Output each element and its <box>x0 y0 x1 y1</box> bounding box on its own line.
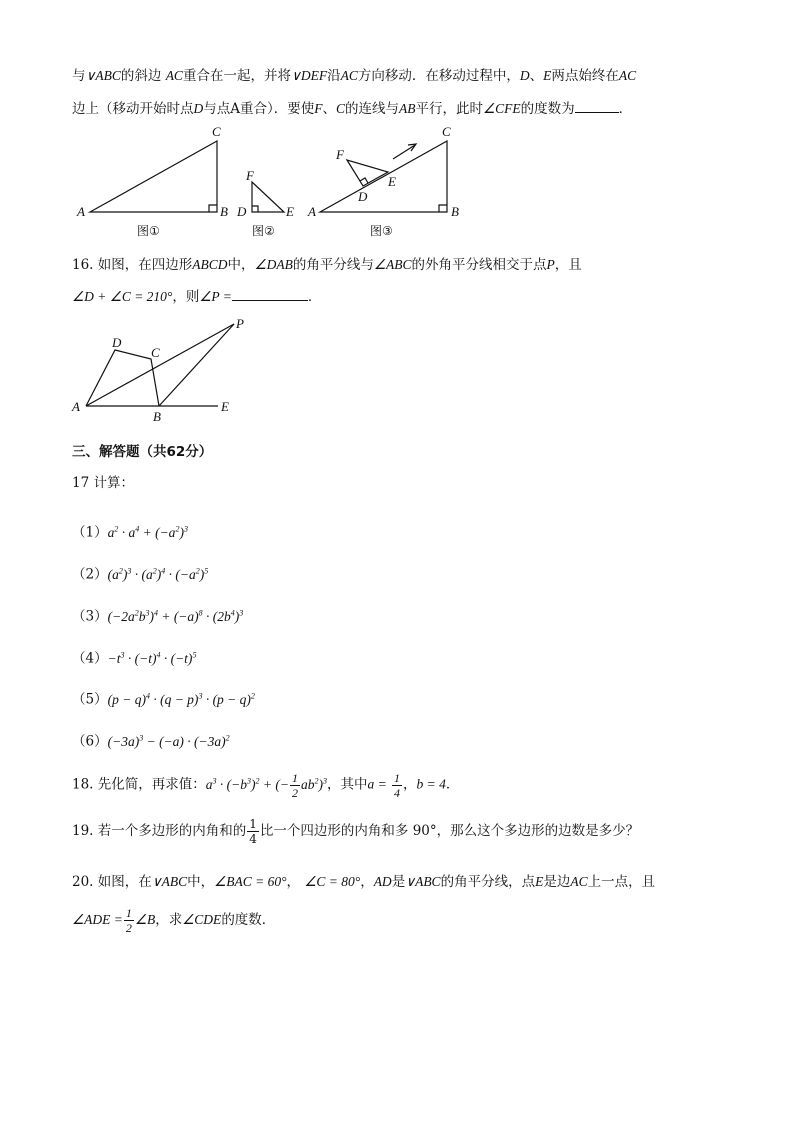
q17-item-5: $(5)(p - q)^4 \cdot (q - p)^3 \cdot (p - q)^2$ <box>72 691 255 708</box>
fig2-label-e: E <box>286 204 294 219</box>
q16-label-p: P <box>236 316 244 331</box>
q20-line2: ∠ADE = $\frac{1}{2}$ ∠B，求∠CDE的度数． <box>72 906 276 935</box>
q18-line: 18. 先化简，再求值：$a^3 \cdot (-b^3)^2$ + (− $\frac{1}{2}$ $ab^2)^3$，其中a = $\frac{1}{4}$ ，b = 4． <box>72 770 460 800</box>
figure-2-triangle-def <box>252 182 284 212</box>
q16-label-b: B <box>153 409 161 424</box>
q17-item-3: $(3)(-2a^2b^3)^4 + (-a)^8 \cdot (2b^4)^3$ <box>72 608 244 625</box>
fig3-label-c: C <box>442 124 451 139</box>
q16-line1: 16. 如图，在四边形ABCD中，∠DAB的角平分线与∠ABC的外角平分线相交于点P，且 <box>72 257 582 273</box>
fig2-label-d: D <box>237 204 247 219</box>
q16-line2: ∠D + ∠C = 210°，则∠P = ． <box>72 286 321 307</box>
q17-item-6: $(6)(-3a)^3 - (-a) \cdot (-3a)^2$ <box>72 733 230 750</box>
fig1-label-b: B <box>220 204 228 219</box>
q15-line1: 与∨ABC的斜边 AC重合在一起，并将∨DEF沿AC方向移动．在移动过程中，D、E两点始终在AC <box>72 68 637 84</box>
q17-item-2: $(2)(a^2)^3 \cdot (a^2)^4 \cdot (-a^2)^5$ <box>72 566 209 583</box>
fig2-label-f: F <box>246 168 254 183</box>
fig3-caption: 图③ <box>370 224 393 238</box>
fig3-label-d: D <box>358 189 368 204</box>
fig1-caption: 图① <box>137 224 160 238</box>
q20-line1: 20. 如图，在∨ABC中，∠BAC = 60°， ∠C = 80°，AD是∨ABC的角平分线，点E是边AC上一点，且 <box>72 874 656 890</box>
fig2-caption: 图② <box>252 224 275 238</box>
answer-blank-16 <box>232 286 308 301</box>
fig3-label-f: F <box>336 147 344 162</box>
fig3-label-a: A <box>308 204 316 219</box>
q19-line: 19. 若一个多边形的内角和的 $\frac{1}{4}$ 比一个四边形的内角和多 90°，那么这个多边形的边数是多少？ <box>72 817 640 846</box>
fig3-label-b: B <box>451 204 459 219</box>
q17-item-4: $(4)-t^3 \cdot (-t)^4 \cdot (-t)^5$ <box>72 650 197 667</box>
q16-figure <box>68 315 268 425</box>
q17-item-1: $(1)a^2 \cdot a^4 + (-a^2)^3$ <box>72 524 188 541</box>
q15-figures <box>70 122 470 242</box>
fig3-label-e: E <box>388 174 396 189</box>
fig1-label-c: C <box>212 124 221 139</box>
section-3-title: 三、解答题（共62分） <box>72 444 213 460</box>
q16-label-c: C <box>151 345 160 360</box>
answer-blank-15 <box>575 98 619 113</box>
q16-label-d: D <box>112 335 122 350</box>
q17-intro: 17 计算： <box>72 475 134 491</box>
figure-1-triangle-abc <box>90 141 217 212</box>
q15-line2: 边上（移动开始时点D与点A重合）．要使F、C的连线与AB平行，此时∠CFE的度数为 ． <box>72 98 632 119</box>
q16-label-a: A <box>72 399 80 414</box>
fig1-label-a: A <box>77 204 85 219</box>
q16-label-e: E <box>221 399 229 414</box>
